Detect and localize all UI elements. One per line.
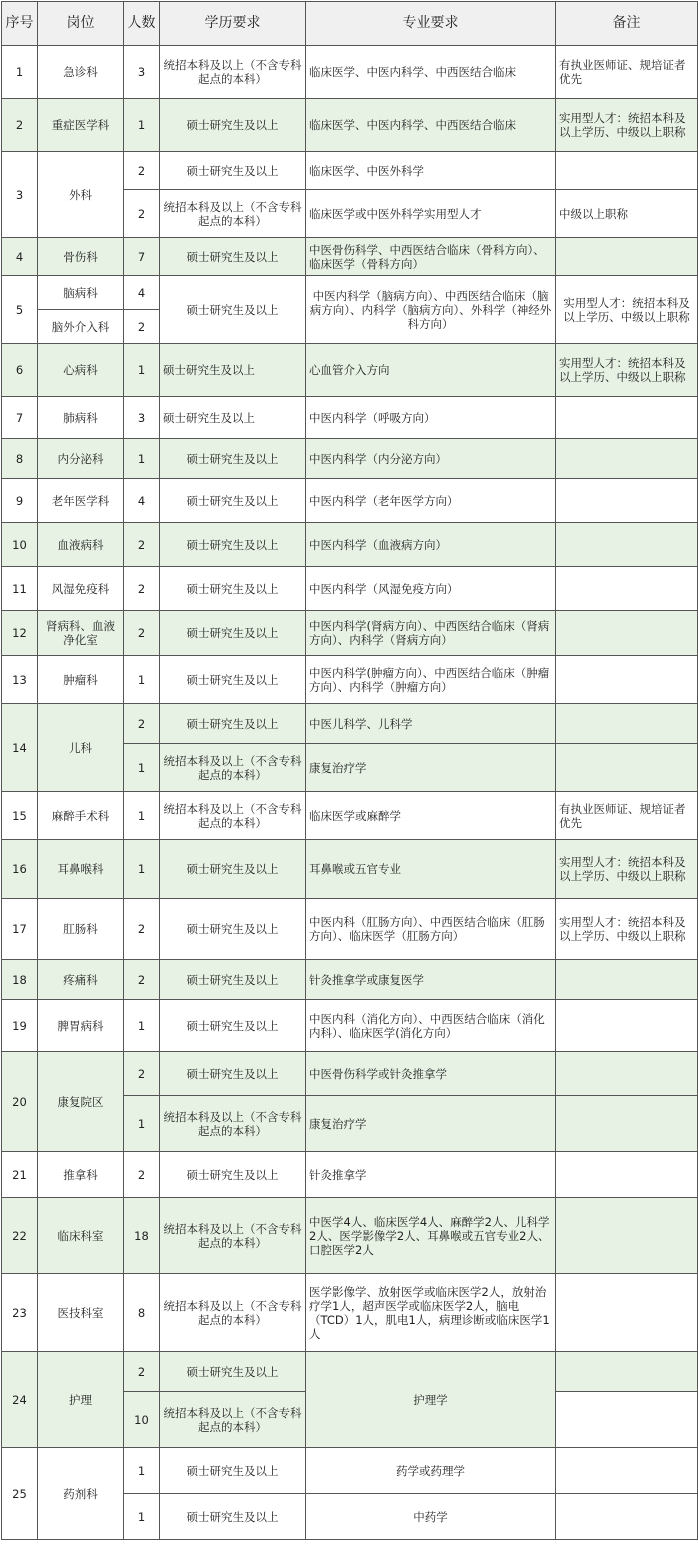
cell-seq: 19	[2, 1000, 38, 1052]
cell-count: 1	[124, 1096, 160, 1152]
cell-education: 统招本科及以上（不含专科起点的本科）	[160, 1198, 306, 1274]
cell-education: 硕士研究生及以上	[160, 1052, 306, 1096]
cell-position: 麻醉手术科	[38, 792, 124, 840]
cell-education: 硕士研究生及以上	[160, 1152, 306, 1198]
cell-count: 4	[124, 479, 160, 523]
cell-seq: 3	[2, 152, 38, 238]
cell-position: 血液病科	[38, 523, 124, 567]
cell-position: 脑外介入科	[38, 310, 124, 344]
cell-education: 硕士研究生及以上	[160, 99, 306, 152]
cell-major: 中医儿科学、儿科学	[306, 704, 556, 744]
cell-education: 统招本科及以上（不含专科起点的本科）	[160, 744, 306, 792]
cell-major: 临床医学或中医外科学实用型人才	[306, 190, 556, 238]
cell-education: 统招本科及以上（不含专科起点的本科）	[160, 1096, 306, 1152]
cell-position: 脾胃病科	[38, 1000, 124, 1052]
cell-position: 儿科	[38, 704, 124, 792]
table-row	[2, 523, 698, 567]
cell-education: 硕士研究生及以上	[160, 238, 306, 276]
cell-major: 耳鼻喉或五官专业	[306, 840, 556, 899]
cell-note	[556, 567, 698, 611]
cell-education: 硕士研究生及以上	[160, 439, 306, 479]
cell-count: 2	[124, 1352, 160, 1392]
table-row	[2, 276, 698, 310]
cell-note	[556, 656, 698, 704]
cell-major: 中医内科学（脑病方向）、中西医结合临床（脑病方向）、内科学（脑病方向）、外科学（神经外科方向）	[306, 276, 556, 344]
cell-seq: 1	[2, 46, 38, 99]
cell-seq: 9	[2, 479, 38, 523]
cell-seq: 6	[2, 344, 38, 397]
table-row	[2, 344, 698, 397]
cell-seq: 15	[2, 792, 38, 840]
cell-seq: 21	[2, 1152, 38, 1198]
cell-education: 统招本科及以上（不含专科起点的本科）	[160, 190, 306, 238]
cell-major: 中医内科学（老年医学方向）	[306, 479, 556, 523]
table-row	[2, 1052, 698, 1096]
header-seq: 序号	[2, 2, 38, 46]
cell-position: 肿瘤科	[38, 656, 124, 704]
cell-major: 康复治疗学	[306, 744, 556, 792]
cell-position: 肾病科、血液净化室	[38, 611, 124, 656]
cell-note	[556, 523, 698, 567]
cell-major: 康复治疗学	[306, 1096, 556, 1152]
cell-education: 硕士研究生及以上	[160, 611, 306, 656]
cell-count: 3	[124, 46, 160, 99]
cell-note	[556, 611, 698, 656]
cell-major: 临床医学、中医内科学、中西医结合临床	[306, 46, 556, 99]
table-row	[2, 46, 698, 99]
cell-major: 中医内科学（血液病方向）	[306, 523, 556, 567]
cell-seq: 17	[2, 899, 38, 960]
cell-seq: 20	[2, 1052, 38, 1152]
cell-seq: 11	[2, 567, 38, 611]
cell-major: 中医内科学（呼吸方向）	[306, 397, 556, 439]
table-row	[2, 1198, 698, 1274]
cell-major: 中医内科学（风湿免疫方向）	[306, 567, 556, 611]
cell-note: 实用型人才：统招本科及以上学历、中级以上职称	[556, 99, 698, 152]
cell-count: 7	[124, 238, 160, 276]
cell-note	[556, 1096, 698, 1152]
cell-seq: 14	[2, 704, 38, 792]
cell-position: 外科	[38, 152, 124, 238]
table-row	[2, 611, 698, 656]
cell-count: 2	[124, 567, 160, 611]
cell-major: 临床医学、中医内科学、中西医结合临床	[306, 99, 556, 152]
cell-position: 药剂科	[38, 1448, 124, 1540]
cell-count: 10	[124, 1392, 160, 1448]
header-note: 备注	[556, 2, 698, 46]
cell-position: 内分泌科	[38, 439, 124, 479]
cell-note	[556, 960, 698, 1000]
cell-note	[556, 1052, 698, 1096]
cell-position: 肛肠科	[38, 899, 124, 960]
cell-count: 1	[124, 99, 160, 152]
cell-seq: 16	[2, 840, 38, 899]
cell-count: 2	[124, 152, 160, 190]
cell-note	[556, 744, 698, 792]
cell-education: 硕士研究生及以上	[160, 479, 306, 523]
cell-count: 18	[124, 1198, 160, 1274]
cell-major: 中药学	[306, 1494, 556, 1540]
cell-major: 医学影像学、放射医学或临床医学2人，放射治疗学1人，超声医学或临床医学2人，脑电（TCD）1人，肌电1人，病理诊断或临床医学1人	[306, 1274, 556, 1352]
table-row	[2, 397, 698, 439]
cell-note: 实用型人才：统招本科及以上学历、中级以上职称	[556, 344, 698, 397]
table-row	[2, 656, 698, 704]
table-row	[2, 152, 698, 190]
cell-position: 老年医学科	[38, 479, 124, 523]
cell-education: 统招本科及以上（不含专科起点的本科）	[160, 1392, 306, 1448]
cell-position: 风湿免疫科	[38, 567, 124, 611]
cell-count: 2	[124, 611, 160, 656]
cell-major: 临床医学或麻醉学	[306, 792, 556, 840]
cell-note	[556, 152, 698, 190]
cell-major: 临床医学、中医外科学	[306, 152, 556, 190]
cell-count: 1	[124, 792, 160, 840]
table-row	[2, 899, 698, 960]
cell-position: 推拿科	[38, 1152, 124, 1198]
header-count: 人数	[124, 2, 160, 46]
table-row	[2, 479, 698, 523]
cell-education: 硕士研究生及以上	[160, 1352, 306, 1392]
cell-note	[556, 1274, 698, 1352]
cell-position: 脑病科	[38, 276, 124, 310]
header-major: 专业要求	[306, 2, 556, 46]
cell-count: 8	[124, 1274, 160, 1352]
cell-note	[556, 1000, 698, 1052]
cell-education: 硕士研究生及以上	[160, 656, 306, 704]
cell-seq: 18	[2, 960, 38, 1000]
cell-education: 统招本科及以上（不含专科起点的本科）	[160, 46, 306, 99]
cell-count: 2	[124, 704, 160, 744]
header-position: 岗位	[38, 2, 124, 46]
cell-position: 骨伤科	[38, 238, 124, 276]
cell-seq: 7	[2, 397, 38, 439]
cell-note	[556, 1352, 698, 1392]
cell-note: 有执业医师证、规培证者优先	[556, 46, 698, 99]
cell-note	[556, 704, 698, 744]
cell-count: 2	[124, 899, 160, 960]
cell-seq: 22	[2, 1198, 38, 1274]
table-row	[2, 1000, 698, 1052]
cell-note	[556, 238, 698, 276]
cell-education: 硕士研究生及以上	[160, 899, 306, 960]
cell-count: 1	[124, 656, 160, 704]
cell-seq: 13	[2, 656, 38, 704]
cell-seq: 10	[2, 523, 38, 567]
table-row	[2, 1152, 698, 1198]
cell-major: 中医内科（消化方向）、中西医结合临床（消化内科）、临床医学(消化方向）	[306, 1000, 556, 1052]
cell-major: 中医骨伤科学、中西医结合临床（骨科方向）、临床医学（骨科方向）	[306, 238, 556, 276]
cell-position: 护理	[38, 1352, 124, 1448]
cell-count: 2	[124, 960, 160, 1000]
cell-note: 中级以上职称	[556, 190, 698, 238]
cell-count: 3	[124, 397, 160, 439]
table-row	[2, 1352, 698, 1392]
cell-position: 康复院区	[38, 1052, 124, 1152]
recruitment-table	[1, 1, 698, 1540]
cell-seq: 24	[2, 1352, 38, 1448]
table-row	[2, 1448, 698, 1494]
cell-position: 肺病科	[38, 397, 124, 439]
cell-note: 实用型人才：统招本科及以上学历、中级以上职称	[556, 276, 698, 344]
cell-seq: 5	[2, 276, 38, 344]
cell-count: 1	[124, 1494, 160, 1540]
cell-major: 中医学4人、临床医学4人、麻醉学2人、儿科学2人、医学影像学2人、耳鼻喉或五官专业2人、口腔医学2人	[306, 1198, 556, 1274]
cell-seq: 8	[2, 439, 38, 479]
cell-major: 中医内科学(肾病方向）、中西医结合临床（肾病方向）、内科学（肾病方向）	[306, 611, 556, 656]
cell-major: 护理学	[306, 1352, 556, 1448]
cell-major: 药学或药理学	[306, 1448, 556, 1494]
cell-note	[556, 1494, 698, 1540]
cell-education: 统招本科及以上（不含专科起点的本科）	[160, 792, 306, 840]
table-row	[2, 960, 698, 1000]
cell-count: 2	[124, 1052, 160, 1096]
cell-note	[556, 1392, 698, 1448]
cell-position: 临床科室	[38, 1198, 124, 1274]
table-row	[2, 238, 698, 276]
cell-seq: 23	[2, 1274, 38, 1352]
cell-seq: 12	[2, 611, 38, 656]
cell-count: 2	[124, 1152, 160, 1198]
cell-count: 2	[124, 190, 160, 238]
table-row	[2, 704, 698, 744]
cell-note: 实用型人才：统招本科及以上学历、中级以上职称	[556, 840, 698, 899]
cell-major: 心血管介入方向	[306, 344, 556, 397]
cell-note: 实用型人才：统招本科及以上学历、中级以上职称	[556, 899, 698, 960]
cell-count: 1	[124, 439, 160, 479]
cell-position: 疼痛科	[38, 960, 124, 1000]
cell-education: 硕士研究生及以上	[160, 152, 306, 190]
cell-count: 1	[124, 344, 160, 397]
cell-education: 硕士研究生及以上	[160, 704, 306, 744]
table-row	[2, 567, 698, 611]
cell-education: 硕士研究生及以上	[160, 960, 306, 1000]
cell-count: 1	[124, 1000, 160, 1052]
table-row	[2, 792, 698, 840]
cell-major: 中医内科学（内分泌方向）	[306, 439, 556, 479]
cell-education: 硕士研究生及以上	[160, 397, 306, 439]
cell-seq: 2	[2, 99, 38, 152]
cell-position: 重症医学科	[38, 99, 124, 152]
cell-education: 统招本科及以上（不含专科起点的本科）	[160, 1274, 306, 1352]
cell-note	[556, 1152, 698, 1198]
cell-major: 中医骨伤科学或针灸推拿学	[306, 1052, 556, 1096]
cell-count: 4	[124, 276, 160, 310]
cell-count: 2	[124, 310, 160, 344]
cell-note	[556, 1448, 698, 1494]
cell-education: 硕士研究生及以上	[160, 1494, 306, 1540]
cell-count: 1	[124, 744, 160, 792]
cell-education: 硕士研究生及以上	[160, 1000, 306, 1052]
cell-note	[556, 479, 698, 523]
cell-count: 1	[124, 1448, 160, 1494]
cell-education: 硕士研究生及以上	[160, 840, 306, 899]
cell-position: 耳鼻喉科	[38, 840, 124, 899]
cell-major: 中医内科（肛肠方向）、中西医结合临床（肛肠方向）、临床医学（肛肠方向）	[306, 899, 556, 960]
cell-education: 硕士研究生及以上	[160, 344, 306, 397]
cell-note: 有执业医师证、规培证者优先	[556, 792, 698, 840]
table-row	[2, 439, 698, 479]
cell-position: 急诊科	[38, 46, 124, 99]
cell-note	[556, 1198, 698, 1274]
cell-major: 针灸推拿学	[306, 1152, 556, 1198]
header-education: 学历要求	[160, 2, 306, 46]
cell-education: 硕士研究生及以上	[160, 276, 306, 344]
cell-note	[556, 397, 698, 439]
cell-education: 硕士研究生及以上	[160, 567, 306, 611]
cell-count: 1	[124, 840, 160, 899]
cell-education: 硕士研究生及以上	[160, 1448, 306, 1494]
cell-seq: 25	[2, 1448, 38, 1540]
cell-education: 硕士研究生及以上	[160, 523, 306, 567]
table-row	[2, 99, 698, 152]
cell-position: 医技科室	[38, 1274, 124, 1352]
cell-position: 心病科	[38, 344, 124, 397]
cell-major: 中医内科学(肿瘤方向）、中西医结合临床（肿瘤方向）、内科学（肿瘤方向）	[306, 656, 556, 704]
cell-major: 针灸推拿学或康复医学	[306, 960, 556, 1000]
table-row	[2, 1274, 698, 1352]
table-row	[2, 840, 698, 899]
cell-note	[556, 439, 698, 479]
cell-seq: 4	[2, 238, 38, 276]
cell-count: 2	[124, 523, 160, 567]
header-row	[2, 2, 698, 46]
